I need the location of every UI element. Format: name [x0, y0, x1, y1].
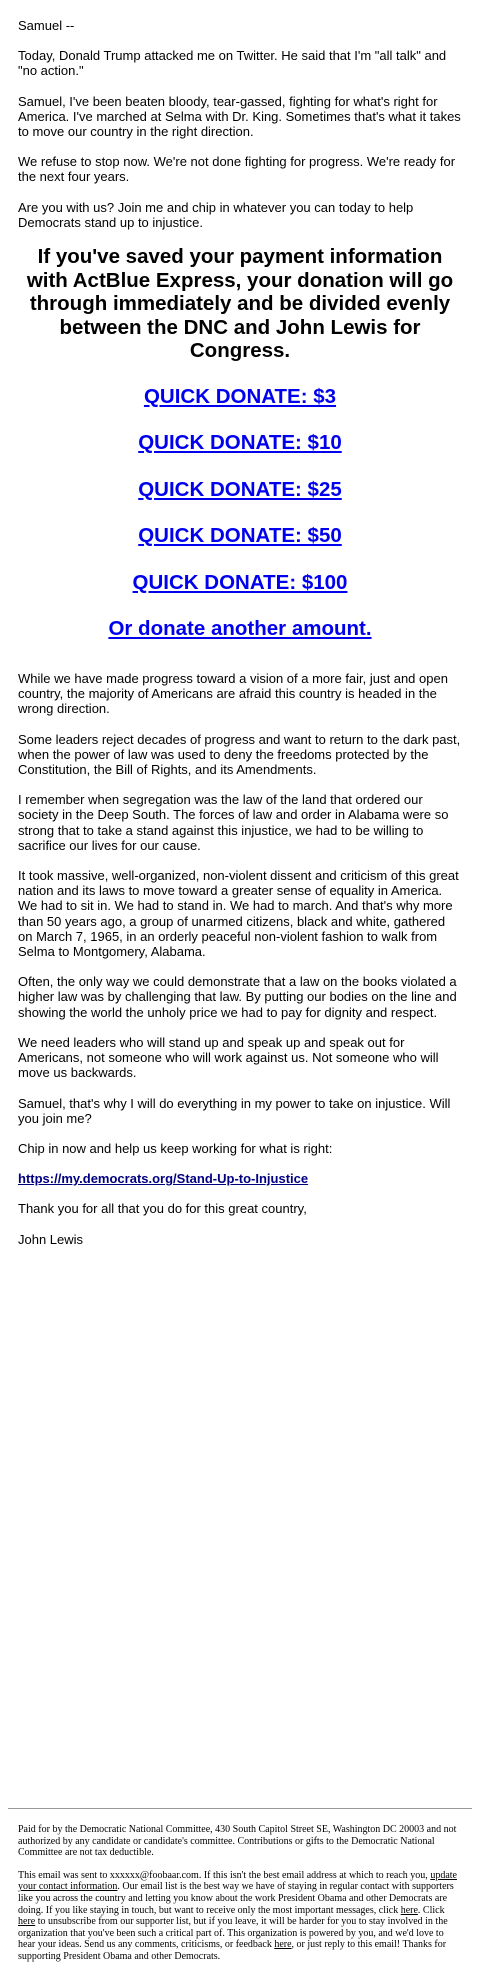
notice-text: This email was sent to xxxxxx@foobaar.com. If this isn't the best email address at which to reach you,: [18, 1869, 431, 1881]
quick-donate-100-link[interactable]: QUICK DONATE: $100: [132, 570, 348, 594]
link-paragraph: [18, 1171, 462, 1186]
quick-donate-10-link[interactable]: QUICK DONATE: $10: [138, 431, 342, 455]
notice-text: . Click: [417, 1904, 445, 1916]
update-contact-link[interactable]: update your contact information: [18, 1869, 457, 1893]
stand-up-to-injustice-link[interactable]: https://my.democrats.org/Stand-Up-to-Injustice: [18, 1171, 309, 1187]
body-paragraph: Samuel, that's why I will do everything in my power to take on injustice. Will you join me?: [18, 1095, 451, 1126]
intro-paragraph: Today, Donald Trump attacked me on Twitter. He said that I'm "all talk" and "no action.": [18, 48, 447, 79]
signature: John Lewis: [18, 1231, 84, 1247]
intro-paragraph: Samuel, I've been beaten bloody, tear-gassed, fighting for what's right for America. I've marched at Selma with Dr. King. Sometimes that's what it takes to move our country in the right direction.: [18, 93, 461, 140]
body-paragraph: It took massive, well-organized, non-violent dissent and criticism of this great nation and its laws to move toward a greater sense of equality in America. We had to sit in. We had to stand in. We had to march. And that's why more than 50 years ago, a group of unarmed citizens, black and white, gathered on March 7, 1965, in an orderly peaceful non-violent fashion to walk from Selma to Montgomery, Alabama.: [18, 868, 459, 960]
intro-paragraph: We refuse to stop now. We're not done fighting for progress. We're ready for the next four years.: [18, 154, 456, 185]
subscription-notice: [18, 1870, 462, 1963]
feedback-link[interactable]: here: [274, 1939, 292, 1951]
quick-donate-25-link[interactable]: QUICK DONATE: $25: [138, 477, 342, 501]
important-only-link[interactable]: here: [400, 1904, 418, 1916]
body-paragraph: Often, the only way we could demonstrate that a law on the books violated a higher law was by challenging that law. By putting our bodies on the line and showing the world the unholy price we had to pay for dignity and respect.: [18, 974, 457, 1020]
body-paragraph: I remember when segregation was the law of the land that ordered our society in the Deep South. The forces of law and order in Alabama were so strong that to take a stand against this injustice, we had to be willing to sacrifice our lives for our cause.: [18, 792, 449, 853]
intro-paragraph: Are you with us? Join me and chip in whatever you can today to help Democrats stand up to injustice.: [18, 199, 414, 230]
quick-donate-50-link[interactable]: QUICK DONATE: $50: [138, 524, 342, 548]
email-body: [18, 18, 462, 1262]
donate-options: [18, 385, 462, 642]
greeting: Samuel --: [18, 18, 75, 33]
unsubscribe-link[interactable]: here: [18, 1916, 36, 1928]
body-paragraph: Some leaders reject decades of progress and want to return to the dark past, when the power of law was used to deny the freedoms protected by the Constitution, the Bill of Rights, and its Amendments.: [18, 731, 461, 778]
body-paragraph: Chip in now and help us keep working for what is right:: [18, 1140, 333, 1156]
email-footer: [18, 1824, 462, 1974]
paid-for-disclaimer: Paid for by the Democratic National Committee, 430 South Capitol Street SE, Washington DC 20003 and not authorized by any candidate or candidate's committee. Contributions or gifts to the Democratic National Committee are not tax deductible.: [18, 1824, 457, 1859]
body-paragraph: While we have made progress toward a vision of a more fair, just and open country, the majority of Americans are afraid this country is headed in the wrong direction.: [18, 671, 448, 717]
actblue-callout: If you've saved your payment information with ActBlue Express, your donation will go through immediately and be divided evenly between the DNC and John Lewis for Congress.: [26, 245, 454, 363]
notice-text: to unsubscribe from our supporter list, but if you leave, it will be harder for you to stay involved in the organization that you've been such a critical part of. This organization is powered by you, and we'd love to hear your ideas. Send us any comments, criticisms, or feedback: [18, 1916, 448, 1951]
footer-divider: [8, 1808, 472, 1809]
quick-donate-3-link[interactable]: QUICK DONATE: $3: [143, 384, 337, 408]
closing: Thank you for all that you do for this great country,: [18, 1201, 307, 1217]
donate-other-amount-link[interactable]: Or donate another amount.: [108, 617, 372, 641]
notice-text: , or just reply to this email! Thanks for supporting President Obama and other Democrats.: [18, 1939, 447, 1962]
notice-text: . Our email list is the best way we have of staying in regular contact with supporters like you across the country and letting you know about the work President Obama and other Democrats are doing. If you like staying in touch, but want to receive only the most important messages, click: [18, 1881, 454, 1916]
body-paragraph: We need leaders who will stand up and speak up and speak out for Americans, not someone who will work against us. Not someone who will move us backwards.: [18, 1034, 439, 1081]
